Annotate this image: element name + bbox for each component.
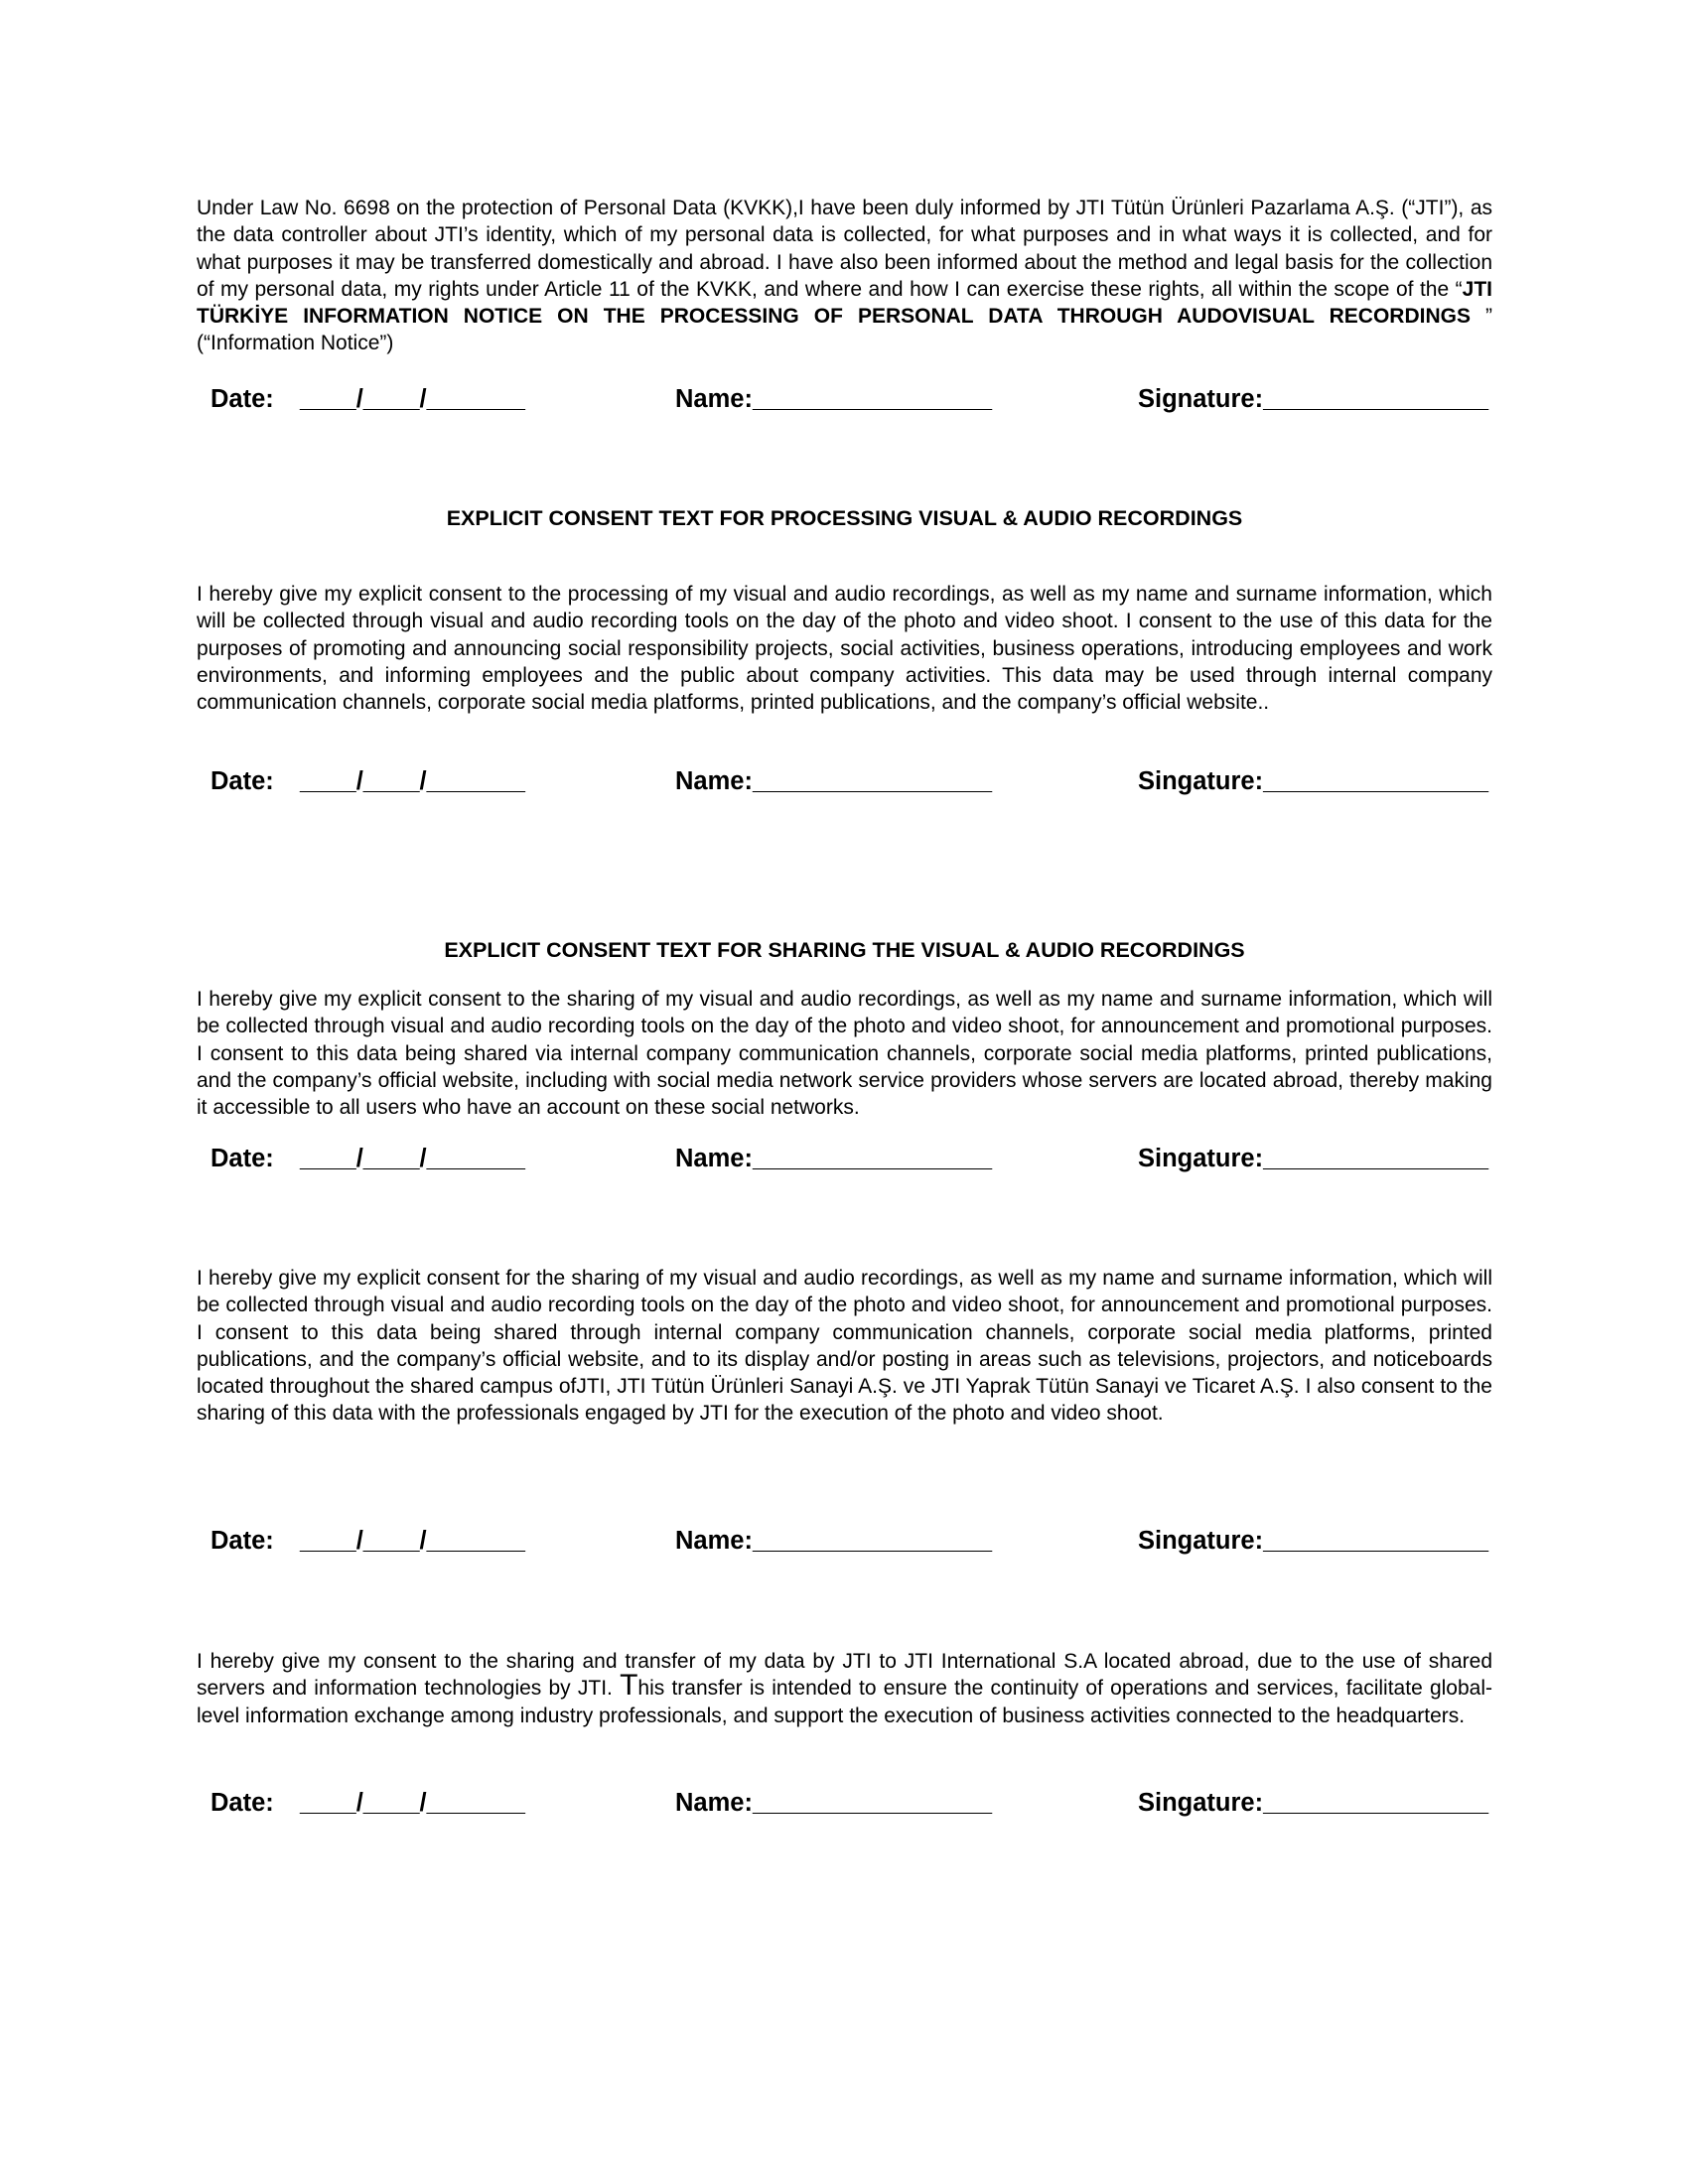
information-notice-title: JTI TÜRKİYE INFORMATION NOTICE ON THE PROCESSING OF PERSONAL DATA THROUGH AUDOVISUAL RECORDINGS	[197, 277, 1492, 329]
signature-row	[0, 1524, 1688, 1558]
intro-paragraph	[197, 195, 1492, 357]
name-field[interactable]: Name:_________________	[675, 767, 993, 795]
processing-consent-paragraph: I hereby give my explicit consent to the processing of my visual and audio recordings, as well as my name and surname information, which will be collected through visual and audio recording tools on the day of the photo and video shoot. I consent to the use of this data for the purposes of promoting and announcing social responsibility projects, social activities, business operations, introducing employees and work environments, and informing employees and the public about company activities. This data may be used through internal company communication channels, corporate social media platforms, printed publications, and the company’s official website..	[197, 583, 1492, 715]
signature-field[interactable]: Signature:________________	[1138, 385, 1489, 413]
sharing-consent-paragraph: I hereby give my explicit consent to the sharing of my visual and audio recordings, as well as my name and surname information, which will be collected through visual and audio recording tools on the day of the photo and video shoot, for announcement and promotional purposes. I consent to this data being shared via internal company communication channels, corporate social media platforms, printed publications, and the company’s official website, including with social media network service providers whose servers are located abroad, thereby making it accessible to all users who have an account on these social networks.	[197, 988, 1492, 1120]
date-label: Date:	[211, 1145, 274, 1172]
name-field[interactable]: Name:_________________	[675, 1145, 993, 1172]
section-heading-sharing: EXPLICIT CONSENT TEXT FOR SHARING THE VISUAL & AUDIO RECORDINGS	[444, 938, 1245, 962]
signature-field[interactable]: Singature:________________	[1138, 1527, 1489, 1555]
signature-row	[0, 1786, 1688, 1820]
section-heading-processing: EXPLICIT CONSENT TEXT FOR PROCESSING VISUAL & AUDIO RECORDINGS	[446, 506, 1243, 530]
name-field[interactable]: Name:_________________	[675, 385, 993, 413]
signature-row	[0, 382, 1688, 416]
signature-row	[0, 764, 1688, 798]
date-field[interactable]: ____/____/_______	[300, 1145, 525, 1172]
date-field[interactable]: ____/____/_______	[300, 385, 525, 413]
date-field[interactable]: ____/____/_______	[300, 1789, 525, 1817]
intro-text: Under Law No. 6698 on the protection of Personal Data (KVKK),I have been duly informed by JTI Tütün Ürünleri Pazarlama A.Ş. (“JTI”), as the data controller about JTI’s identity, which of my personal data is collected, for what purposes and in what ways it is collected, and for what purposes it may be transferred domestically and abroad. I have also been informed about the method and legal basis for the collection of my personal data, my rights under Article 11 of the KVKK, and where and how I can exercise these rights, all within the scope of the “	[197, 197, 1492, 301]
intro-text-end: ” (“Information Notice”)	[197, 305, 1492, 355]
name-field[interactable]: Name:_________________	[675, 1789, 993, 1817]
transfer-text: I hereby give my consent to the sharing and transfer of my data by JTI to JTI International S.A located abroad, due to the use of shared servers and information technologies by JTI.	[197, 1650, 1492, 1701]
date-label: Date:	[211, 1789, 274, 1817]
date-label: Date:	[211, 385, 274, 413]
signature-field[interactable]: Singature:________________	[1138, 767, 1489, 795]
transfer-big-letter: T	[620, 1669, 638, 1703]
name-field[interactable]: Name:_________________	[675, 1527, 993, 1555]
transfer-text-end: his transfer is intended to ensure the continuity of operations and services, facilitate global-level information exchange among industry professionals, and support the execution of business activities connected to the headquarters.	[197, 1677, 1492, 1727]
signature-field[interactable]: Singature:________________	[1138, 1145, 1489, 1172]
transfer-consent-paragraph	[197, 1648, 1492, 1729]
date-field[interactable]: ____/____/_______	[300, 767, 525, 795]
date-label: Date:	[211, 1527, 274, 1555]
date-label: Date:	[211, 767, 274, 795]
campus-sharing-consent-paragraph: I hereby give my explicit consent for the sharing of my visual and audio recordings, as well as my name and surname information, which will be collected through visual and audio recording tools on the day of the photo and video shoot, for announcement and promotional purposes. I consent to this data being shared through internal company communication channels, corporate social media platforms, printed publications, and the company’s official website, and to its display and/or posting in areas such as televisions, projectors, and noticeboards located throughout the shared campus ofJTI, JTI Tütün Ürünleri Sanayi A.Ş. ve JTI Yaprak Tütün Sanayi ve Ticaret A.Ş. I also consent to the sharing of this data with the professionals engaged by JTI for the execution of the photo and video shoot.	[197, 1267, 1492, 1426]
signature-row	[0, 1142, 1688, 1175]
signature-field[interactable]: Singature:________________	[1138, 1789, 1489, 1817]
date-field[interactable]: ____/____/_______	[300, 1527, 525, 1555]
